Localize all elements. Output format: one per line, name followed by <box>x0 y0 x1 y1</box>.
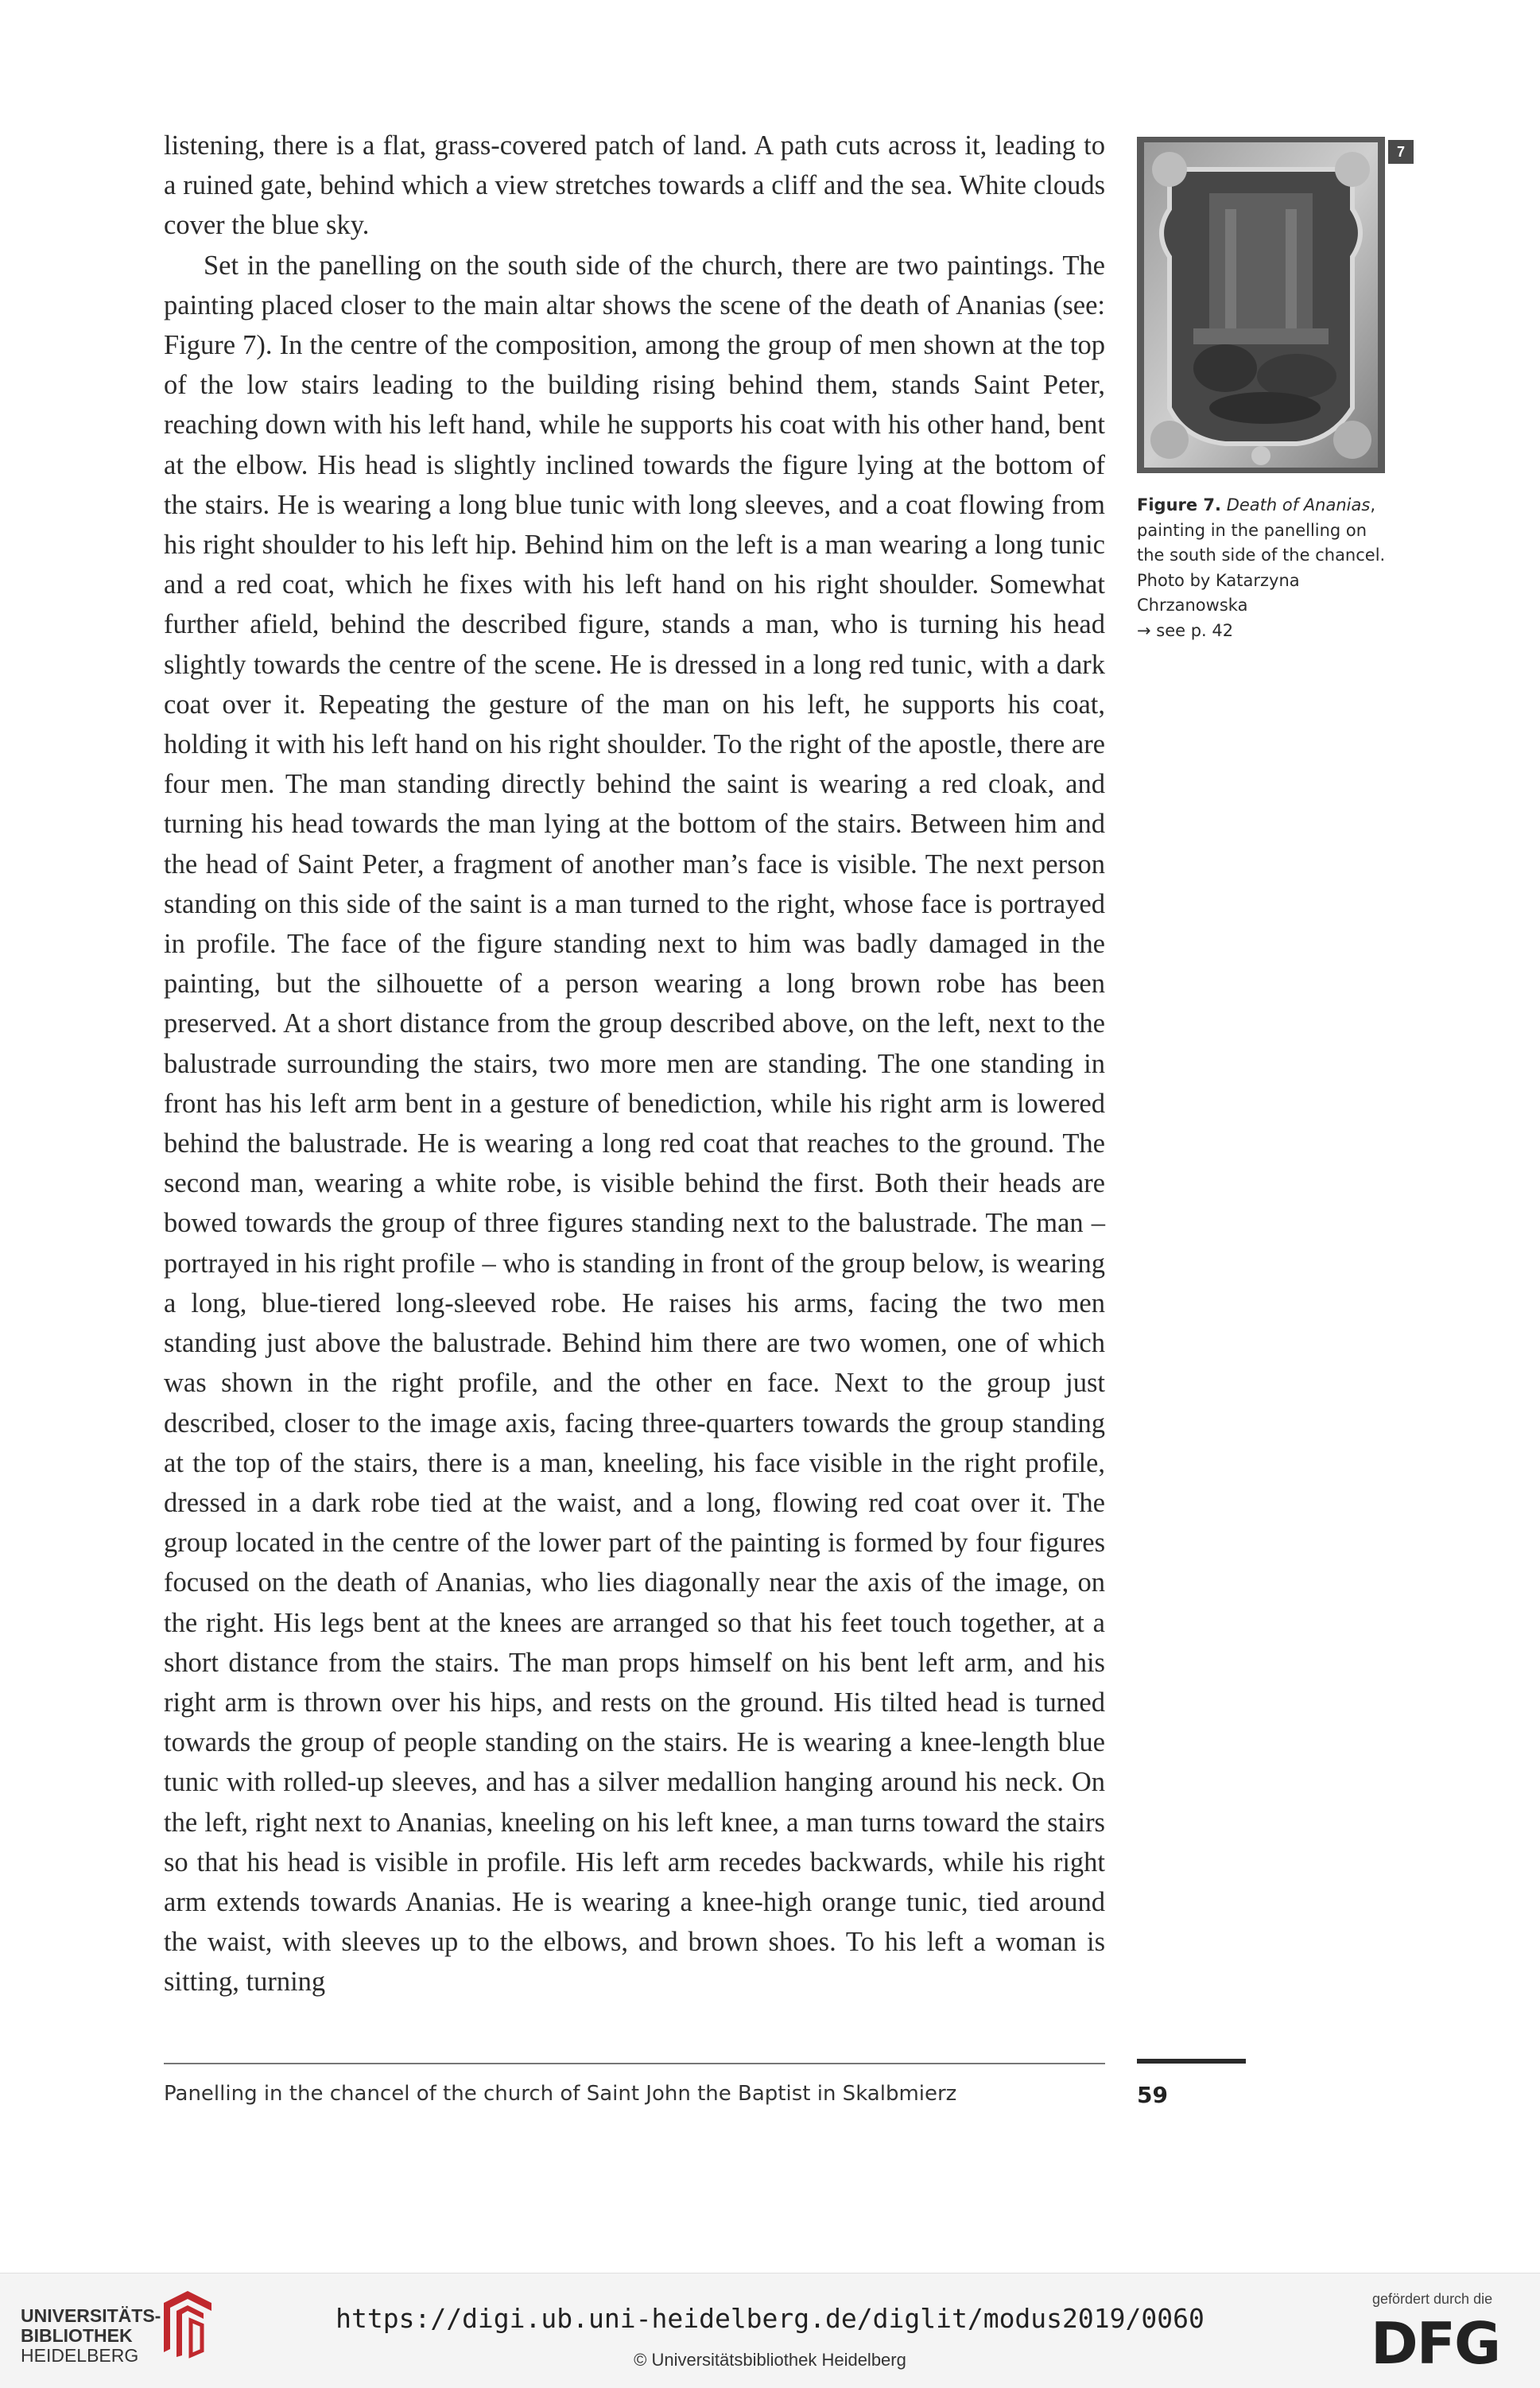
figure-number-badge: 7 <box>1388 140 1414 164</box>
dfg-logo[interactable]: DFG <box>1371 2310 1500 2377</box>
caption-label: Figure 7. <box>1137 495 1222 514</box>
caption-title: Death of Ananias <box>1226 495 1371 514</box>
permalink-url[interactable]: https://digi.ub.uni-heidelberg.de/diglit/modus2019/0060 <box>336 2303 1204 2334</box>
caption-text: , painting in the panelling on the south side of the chancel. Photo by Katarzyna Chrzanowska <box>1137 495 1386 615</box>
figure-caption <box>1137 493 1399 643</box>
paragraph-2: Set in the panelling on the south side of the church, there are two paintings. The painting placed closer to the main altar shows the scene of the death of Ananias (see: Figure 7). In the centre of the composition, among the group of men shown at the top of the low stairs leading to the building rising behind them, stands Saint Peter, reaching down with his left hand, while he supports his coat with his other hand, bent at the elbow. His head is slightly inclined towards the figure lying at the bottom of the stairs. He is wearing a long blue tunic with long sleeves, and a coat flowing from his right shoulder to his left hip. Behind him on the left is a man wearing a long tunic and a red coat, which he fixes with his left hand on his right shoulder. Somewhat further afield, behind the described figure, stands a man, who is turning his head slightly towards the centre of the scene. He is dressed in a long red tunic, with a dark coat over it. Repeating the gesture of the man on his left, he supports his coat, holding it with his left hand on his right shoulder. To the right of the apostle, there are four men. The man standing directly behind the saint is wearing a red cloak, and turning his head towards the man lying at the bottom of the stairs. Between him and the head of Saint Peter, a fragment of another man’s face is visible. The next person standing on this side of the saint is a man turned to the right, whose face is portrayed in profile. The face of the figure standing next to him was badly damaged in the painting, but the silhouette of a person wearing a long brown robe has been preserved. At a short distance from the group described above, on the left, next to the balustrade surrounding the stairs, two more men are standing. The one standing in front has his left arm bent in a gesture of benediction, while his right arm is lowered behind the balustrade. He is wearing a long red coat that reaches to the ground. The second man, wearing a white robe, is visible behind the first. Both their heads are bowed towards the group of three figures standing next to the balustrade. The man – portrayed in his right profile – who is standing in front of the group below, is wearing a long, blue-tiered long-sleeved robe. He raises his arms, facing the two men standing just above the balustrade. Behind him there are two women, one of which was shown in the right profile, and the other en face. Next to the group just described, closer to the image axis, facing three-quarters towards the group standing at the top of the stairs, there is a man, kneeling, his face visible in the right profile, dressed in a dark robe tied at the waist, and a long, flowing red coat over it. The group located in the centre of the lower part of the painting is formed by four figures focused on the death of Ananias, who lies diagonally near the axis of the image, on the right. His legs bent at the knees are arranged so that his feet touch together, at a short distance from the stairs. The man props himself on his bent left arm, and his right arm is thrown over his hips, and rests on the ground. His tilted head is turned towards the group of people standing on the stairs. He is wearing a knee-length blue tunic with rolled-up sleeves, and has a silver medallion hanging around his neck. On the left, right next to Ananias, kneeling on his left knee, a man turns toward the stairs so that his head is visible in profile. His left arm recedes backwards, while his right arm extends towards Ananias. He is wearing a knee-high orange tunic, tied around the waist, with sleeves up to the elbows, and brown shoes. To his left a woman is sitting, turning <box>164 250 1105 1998</box>
caption-reference: → see p. 42 <box>1137 620 1234 640</box>
footer-rule <box>164 2063 1105 2064</box>
running-footer: Panelling in the chancel of the church of Saint John the Baptist in Skalbmierz <box>164 2082 957 2106</box>
funded-by-label: gefördert durch die <box>1372 2291 1493 2307</box>
paragraph-1: listening, there is a flat, grass-covered patch of land. A path cuts across it, leading to a ruined gate, behind which a view stretches towards a cliff and the sea. White clouds cover the blue sky. <box>164 130 1105 241</box>
page-number: 59 <box>1137 2082 1168 2108</box>
copyright-notice: © Universitätsbibliothek Heidelberg <box>634 2350 906 2370</box>
body-text <box>164 126 1105 2002</box>
library-name-line1: UNIVERSITÄTS- <box>21 2305 161 2326</box>
footer-rule-accent <box>1137 2059 1246 2064</box>
painting-photo <box>1138 138 1384 472</box>
library-name-line2: BIBLIOTHEK <box>21 2325 133 2346</box>
library-name-line3: HEIDELBERG <box>21 2345 139 2366</box>
figure-7-image <box>1137 137 1385 473</box>
